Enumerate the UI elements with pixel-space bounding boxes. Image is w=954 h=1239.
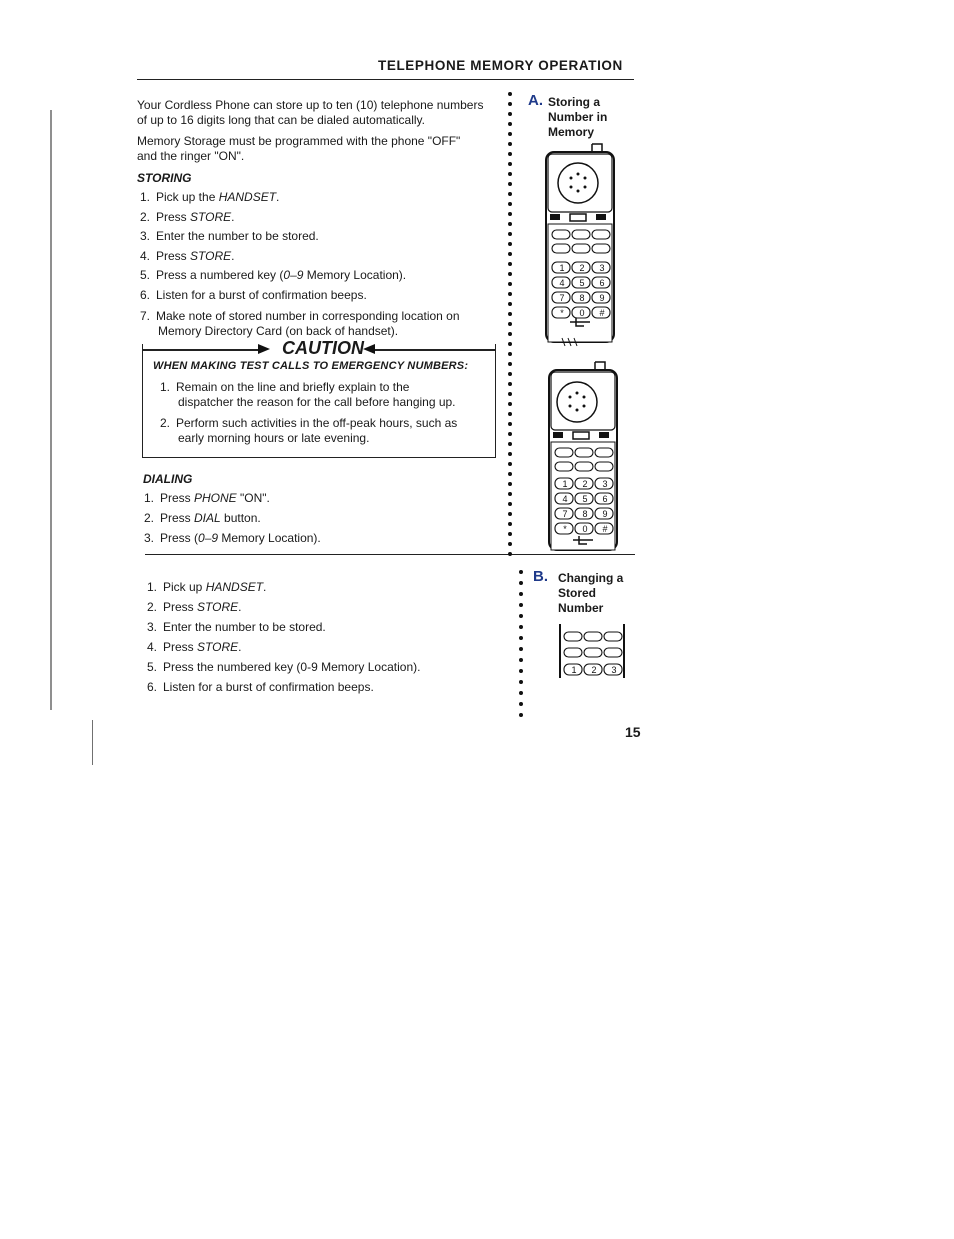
handset-illustration-dial — [543, 360, 623, 555]
list-item: 1. Press PHONE "ON". — [144, 491, 270, 505]
separator-dot — [508, 392, 512, 396]
separator-dot — [508, 162, 512, 166]
caution-arrow-left-icon — [363, 344, 375, 354]
caution-arrow-right-icon — [258, 344, 270, 354]
list-item-continuation: dispatcher the reason for the call before hanging up. — [178, 395, 456, 409]
list-item: 4. Press STORE. — [140, 248, 235, 263]
separator-dot — [508, 252, 512, 256]
handset-illustration-store — [540, 140, 620, 350]
separator-dot — [508, 112, 512, 116]
keypad-key-label: 5 — [582, 494, 588, 504]
separator-dot — [508, 222, 512, 226]
separator-dot — [519, 636, 523, 640]
separator-dot — [519, 581, 523, 585]
separator-dot — [519, 647, 523, 651]
keypad-key-label: 3 — [602, 479, 608, 489]
page-header-title: TELEPHONE MEMORY OPERATION — [378, 58, 623, 73]
caution-list — [160, 380, 457, 446]
separator-dot — [508, 272, 512, 276]
side-letter-a: A. — [528, 92, 543, 109]
dialing-steps — [144, 491, 321, 551]
list-item-continuation: early morning hours or late evening. — [178, 431, 370, 445]
scan-artifact-edge — [92, 720, 93, 765]
list-item: 3. Enter the number to be stored. — [140, 229, 319, 243]
keypad-key-label: * — [560, 308, 564, 318]
separator-dot — [508, 92, 512, 96]
keypad-key-label: 1 — [571, 665, 577, 675]
list-item: 2. Press STORE. — [147, 600, 242, 614]
separator-dot — [519, 592, 523, 596]
separator-dot — [519, 702, 523, 706]
list-item: 1. Pick up the HANDSET. — [140, 190, 280, 204]
separator-dot — [508, 352, 512, 356]
list-item: 6. Listen for a burst of confirmation beeps. — [140, 287, 367, 302]
keypad-key-label: 0 — [582, 524, 588, 534]
separator-dot — [508, 382, 512, 386]
keypad-key-label: 3 — [611, 665, 617, 675]
separator-dot — [508, 492, 512, 496]
caution-rule-left — [142, 349, 262, 351]
keypad-detail-illustration — [558, 622, 628, 680]
separator-dot — [508, 282, 512, 286]
separator-dot — [508, 202, 512, 206]
keypad-key-label: 3 — [599, 263, 605, 273]
separator-dot — [508, 412, 512, 416]
separator-dot — [508, 322, 512, 326]
intro-paragraph-1: Your Cordless Phone can store up to ten (10) telephone numbers of up to 16 digits long that can be dialed automatically. — [137, 98, 484, 127]
caution-rule-right — [375, 349, 495, 351]
storing-steps — [140, 190, 460, 339]
keypad-key-label: * — [563, 524, 567, 534]
keypad-key-label: 9 — [602, 509, 608, 519]
caution-subtitle: WHEN MAKING TEST CALLS TO EMERGENCY NUMBERS: — [153, 360, 469, 372]
dotted-separator-lower — [519, 570, 523, 715]
list-item: 3. Enter the number to be stored. — [147, 620, 326, 634]
header-rule — [137, 79, 634, 80]
separator-dot — [519, 680, 523, 684]
separator-dot — [508, 212, 512, 216]
separator-dot — [508, 542, 512, 546]
separator-dot — [508, 262, 512, 266]
separator-dot — [519, 713, 523, 717]
separator-dot — [508, 142, 512, 146]
caution-title: CAUTION — [278, 338, 368, 359]
keypad-key-label: 9 — [599, 293, 605, 303]
keypad-key-label: 8 — [579, 293, 585, 303]
separator-dot — [508, 232, 512, 236]
scan-artifact-edge — [50, 110, 52, 710]
dotted-separator-upper — [508, 92, 512, 562]
separator-dot — [508, 372, 512, 376]
separator-dot — [508, 302, 512, 306]
separator-dot — [508, 502, 512, 506]
separator-dot — [508, 242, 512, 246]
separator-dot — [508, 132, 512, 136]
keypad-key-label: 8 — [582, 509, 588, 519]
separator-dot — [508, 432, 512, 436]
separator-dot — [508, 522, 512, 526]
list-item: 2. Perform such activities in the off-peak hours, such as — [160, 416, 458, 430]
list-item: 4. Press STORE. — [147, 640, 242, 654]
separator-dot — [508, 472, 512, 476]
separator-dot — [519, 658, 523, 662]
separator-dot — [519, 691, 523, 695]
keypad-key-label: 6 — [602, 494, 608, 504]
separator-dot — [508, 402, 512, 406]
keypad-key-label: 5 — [579, 278, 585, 288]
separator-dot — [508, 422, 512, 426]
list-item: 5. Press a numbered key (0–9 Memory Location). — [140, 268, 407, 282]
list-item: 2. Press STORE. — [140, 209, 235, 224]
dialing-heading: DIALING — [143, 472, 193, 486]
keypad-key-label: 1 — [562, 479, 568, 489]
separator-dot — [508, 552, 512, 556]
separator-dot — [519, 570, 523, 574]
list-item: 3. Press (0–9 Memory Location). — [144, 531, 321, 545]
list-item-continuation: Memory Directory Card (on back of handset). — [158, 324, 399, 338]
changing-steps — [147, 580, 420, 700]
keypad-key-label: 2 — [582, 479, 588, 489]
separator-dot — [519, 614, 523, 618]
separator-dot — [519, 625, 523, 629]
keypad-key-label: 2 — [579, 263, 585, 273]
separator-dot — [508, 342, 512, 346]
separator-dot — [508, 292, 512, 296]
list-item: 2. Press DIAL button. — [144, 511, 261, 525]
storing-heading: STORING — [137, 171, 192, 185]
keypad-key-label: 0 — [579, 308, 585, 318]
separator-dot — [508, 442, 512, 446]
side-heading-b: Changing a Stored Number — [558, 571, 624, 615]
separator-dot — [508, 512, 512, 516]
list-item: 7. Make note of stored number in corresponding location on — [140, 309, 460, 323]
side-heading-a: Storing a Number in Memory — [548, 95, 608, 139]
keypad-key-label: 6 — [599, 278, 605, 288]
separator-dot — [508, 182, 512, 186]
side-letter-b: B. — [533, 568, 548, 585]
separator-dot — [508, 482, 512, 486]
list-item: 5. Press the numbered key (0-9 Memory Location). — [147, 660, 421, 674]
separator-dot — [508, 462, 512, 466]
keypad-key-label: 1 — [559, 263, 565, 273]
separator-dot — [508, 452, 512, 456]
list-item: 1. Pick up HANDSET. — [147, 580, 267, 594]
keypad-key-label: 4 — [559, 278, 565, 288]
separator-dot — [508, 362, 512, 366]
separator-dot — [519, 669, 523, 673]
keypad-key-label: # — [602, 524, 608, 534]
separator-dot — [508, 312, 512, 316]
page-number: 15 — [625, 724, 641, 740]
separator-dot — [508, 192, 512, 196]
keypad-key-label: 7 — [562, 509, 568, 519]
separator-dot — [508, 152, 512, 156]
separator-dot — [519, 603, 523, 607]
separator-dot — [508, 102, 512, 106]
keypad-key-label: 2 — [591, 665, 597, 675]
intro-paragraph-2: Memory Storage must be programmed with the phone "OFF" and the ringer "ON". — [137, 134, 461, 163]
keypad-key-label: # — [599, 308, 605, 318]
separator-dot — [508, 532, 512, 536]
separator-dot — [508, 122, 512, 126]
keypad-key-label: 4 — [562, 494, 568, 504]
separator-dot — [508, 332, 512, 336]
list-item: 6. Listen for a burst of confirmation beeps. — [147, 680, 374, 694]
separator-dot — [508, 172, 512, 176]
list-item: 1. Remain on the line and briefly explain to the — [160, 380, 410, 394]
keypad-key-label: 7 — [559, 293, 565, 303]
